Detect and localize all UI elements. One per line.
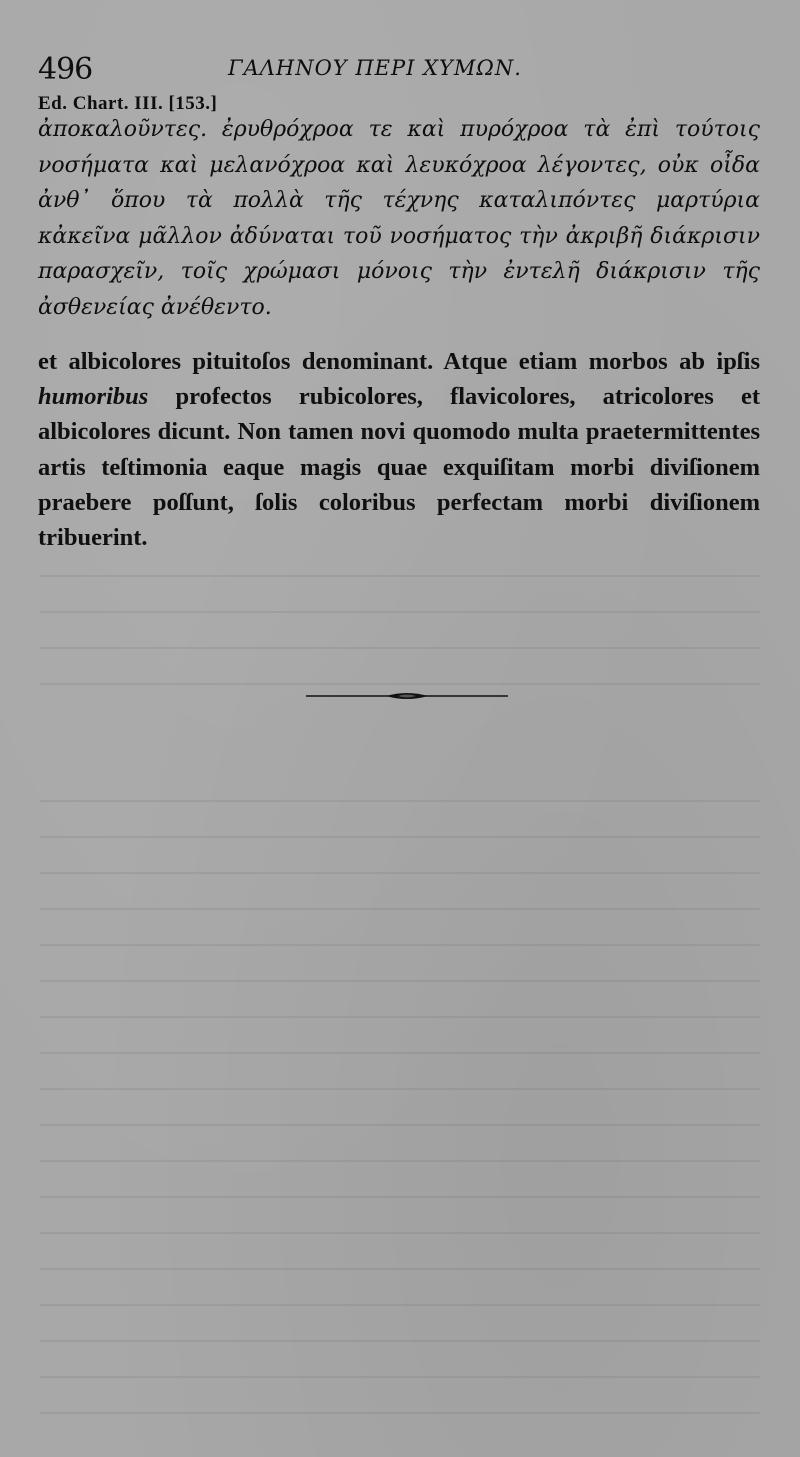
bleed-through-line: [40, 800, 760, 802]
bleed-through-line: [40, 1124, 760, 1126]
latin-emphasis: humoribus: [38, 383, 149, 411]
bleed-through-line: [40, 1232, 760, 1234]
page-header: [38, 52, 758, 88]
bleed-through-line: [40, 1088, 760, 1090]
bleed-through-line: [40, 1016, 760, 1018]
bleed-through-line: [40, 1052, 760, 1054]
bleed-through-line: [40, 872, 760, 874]
latin-paragraph: [38, 344, 760, 555]
bleed-through-line: [40, 575, 760, 577]
latin-text-part: profectos rubicolores, flavicolores, atricolores et albicolores dicunt. Non tamen novi quomodo multa praetermittentes artis teſtimonia eaque magis quae exquiſitam morbi diviſionem praebere poſſunt, ſolis coloribus perfectam morbi diviſionem tribuerint.: [38, 383, 760, 552]
ornamental-rule: [306, 690, 508, 702]
edition-reference: Ed. Chart. III. [153.]: [38, 93, 218, 114]
bleed-through-line: [40, 1268, 760, 1270]
bleed-through-line: [40, 1340, 760, 1342]
bleed-through-line: [40, 944, 760, 946]
bleed-through-line: [40, 647, 760, 649]
bleed-through-line: [40, 1196, 760, 1198]
bleed-through-line: [40, 980, 760, 982]
latin-text-part: et albicolores pituitoſos denominant. Atque etiam morbos ab ipſis: [38, 348, 760, 375]
bleed-through-line: [40, 1376, 760, 1378]
bleed-through-line: [40, 611, 760, 613]
bleed-through-line: [40, 836, 760, 838]
greek-paragraph: ἀποκαλοῦντες. ἐρυθρόχροα τε καὶ πυρόχροα τὰ ἐπὶ τούτοις νοσήματα καὶ μελανόχροα καὶ λευκόχροα λέγοντες, οὐκ οἶδα ἀνθ᾽ ὅπου τὰ πολλὰ τῆς τέχνης καταλιπόντες μαρτύρια κἀκεῖνα μᾶλλον ἀδύναται τοῦ νοσήματος τὴν ἀκριβῆ διάκρισιν παρασχεῖν, τοῖς χρώμασι μόνοις τὴν ἐντελῆ διάκρισιν τῆς ἀσθενείας ἀνέθεντο.: [38, 117, 760, 320]
bleed-through-line: [40, 1160, 760, 1162]
bleed-through-line: [40, 1412, 760, 1414]
page-number: 496: [38, 52, 93, 87]
bleed-through-line: [40, 1304, 760, 1306]
bleed-through-line: [40, 683, 760, 685]
running-title: ΓΑΛΗΝΟΥ ΠΕΡΙ ΧΥΜΩΝ.: [228, 56, 522, 80]
bleed-through-line: [40, 908, 760, 910]
